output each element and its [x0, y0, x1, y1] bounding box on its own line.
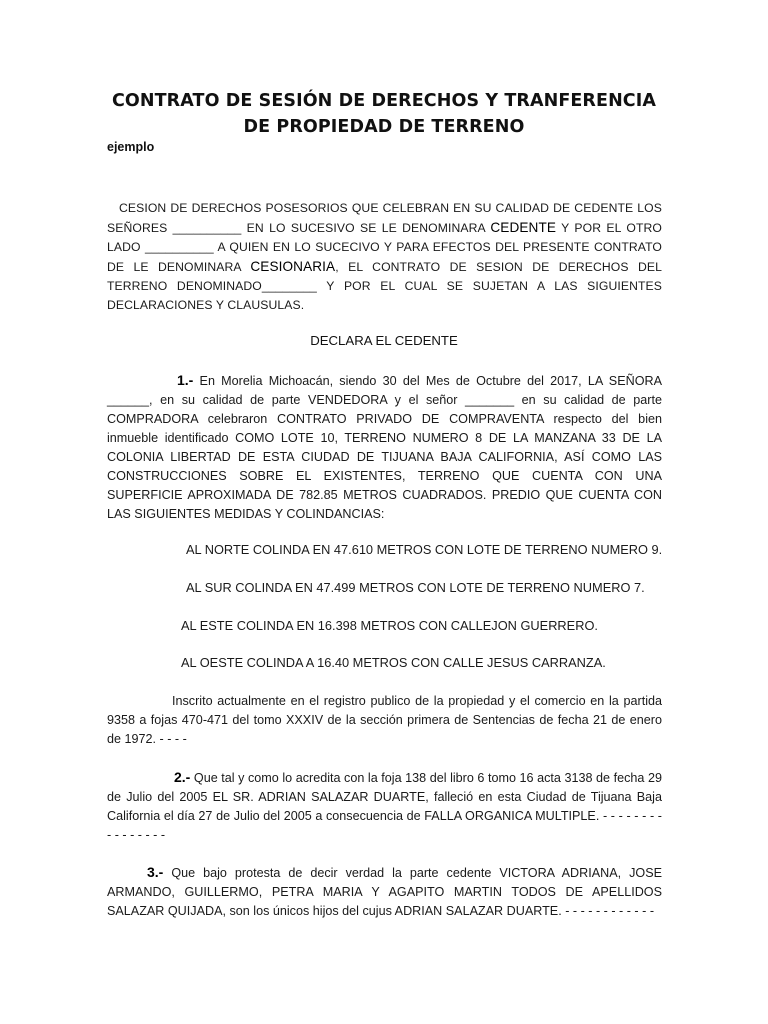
clause-3 [107, 863, 662, 921]
cedente-term: CEDENTE [490, 220, 557, 235]
clause-1-text: En Morelia Michoacán, siendo 30 del Mes de Octubre del 2017, LA SEÑORA ______, en su calidad de parte VENDEDORA y el señor _______ en su calidad de parte COMPRADORA celebraron CONTRATO PRIVADO DE COMPRAVENTA respecto del bien inmueble identificado COMO LOTE 10, TERRENO NUMERO 8 DE LA MANZANA 33 DE LA COLONIA LIBERTAD DE ESTA CIUDAD DE TIJUANA BAJA CALIFORNIA, ASÍ COMO LAS CONSTRUCCIONES SOBRE EL EXISTENTES, TERRENO QUE CUENTA CON UNA SUPERFICIE APROXIMADA DE 782.85 METROS CUADRADOS. PREDIO QUE CUENTA CON LAS SIGUIENTES MEDIDAS Y COLINDANCIAS: [107, 374, 662, 521]
clause-1 [107, 371, 662, 524]
clause-1-number: 1.- [177, 372, 194, 388]
registry-paragraph [107, 692, 662, 749]
document-title: CONTRATO DE SESIÓN DE DERECHOS Y TRANFERENCIA DE PROPIEDAD DE TERRENO [111, 91, 657, 137]
boundary-north: AL NORTE COLINDA EN 47.610 METROS CON LOTE DE TERRENO NUMERO 9. [186, 542, 663, 557]
clause-2 [107, 768, 662, 845]
cesionaria-term: CESIONARIA [250, 259, 336, 274]
boundary-south: AL SUR COLINDA EN 47.499 METROS CON LOTE DE TERRENO NUMERO 7. [186, 580, 645, 595]
intro-paragraph [107, 199, 662, 315]
clause-3-text: Que bajo protesta de decir verdad la parte cedente VICTORA ADRIANA, JOSE ARMANDO, GUILLERMO, PETRA MARIA Y AGAPITO MARTIN TODOS DE APELLIDOS SALAZAR QUIJADA, son los únicos hijos del cujus ADRIAN SALAZAR DUARTE. - - - - - - - - - - - - [107, 866, 662, 918]
example-label: ejemplo [107, 140, 155, 154]
intro-text-2: Y POR EL OTRO LADO __________ A QUIEN EN LO SUCECIVO Y PARA EFECTOS DEL PRESENTE CONTRATO DE LE DENOMINARA [107, 221, 662, 274]
section-heading: DECLARA EL CEDENTE [310, 333, 458, 348]
boundary-west: AL OESTE COLINDA A 16.40 METROS CON CALLE JESUS CARRANZA. [181, 655, 606, 670]
clause-2-number: 2.- [174, 769, 191, 785]
clause-3-number: 3.- [147, 864, 164, 880]
registry-text: Inscrito actualmente en el registro publico de la propiedad y el comercio en la partida 9358 a fojas 470-471 del tomo XXXIV de la sección primera de Sentencias de fecha 21 de enero de 1972. - - - - [107, 694, 662, 746]
clause-2-text: Que tal y como lo acredita con la foja 138 del libro 6 tomo 16 acta 3138 de fecha 29 de Julio del 2005 EL SR. ADRIAN SALAZAR DUARTE, falleció en esta Ciudad de Tijuana Baja California el día 27 de Julio del 2005 a consecuencia de FALLA ORGANICA MULTIPLE. - - - - - - - - - - - - - - - - [107, 771, 662, 842]
boundary-east: AL ESTE COLINDA EN 16.398 METROS CON CALLEJON GUERRERO. [181, 618, 598, 633]
intro-text-1: CESION DE DERECHOS POSESORIOS QUE CELEBRAN EN SU CALIDAD DE CEDENTE LOS SEÑORES __________ EN LO SUCESIVO SE LE DENOMINARA [107, 201, 662, 235]
intro-text-3: , EL CONTRATO DE SESION DE DERECHOS DEL TERRENO DENOMINADO________ Y POR EL CUAL SE SUJETAN A LAS SIGUIENTES DECLARACIONES Y CLAUSULAS. [107, 260, 662, 312]
